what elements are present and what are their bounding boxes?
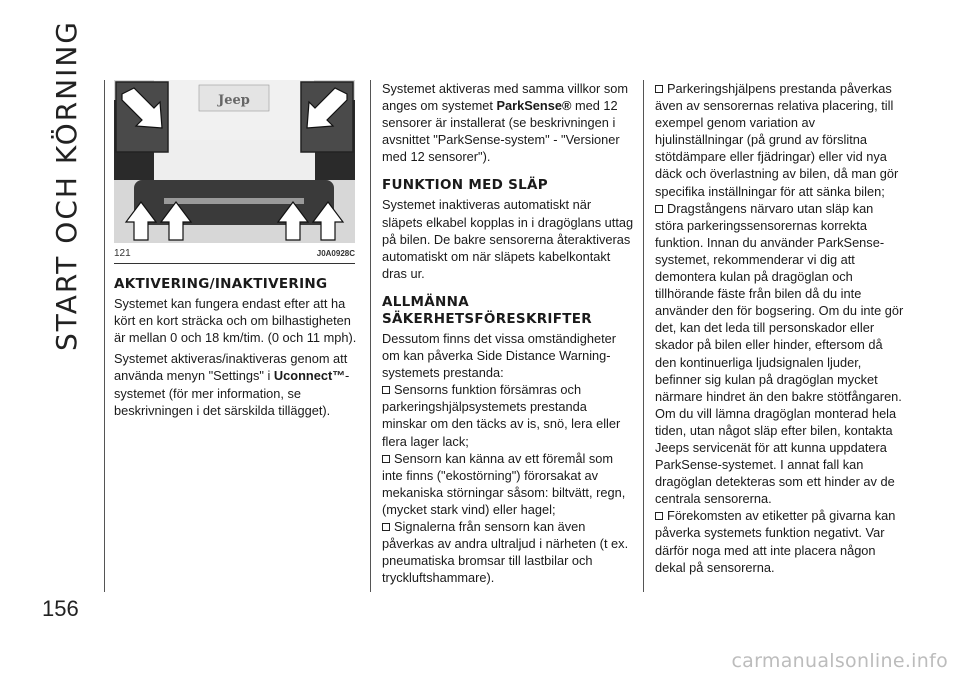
section-title-text: START OCH KÖRNING xyxy=(49,19,83,351)
text-span: -systemet (för mer information, se beskrivningen i det särskilda tillägget). xyxy=(114,368,350,418)
column-2 xyxy=(382,80,634,586)
list-item xyxy=(655,507,905,575)
heading-sakerhetsforeskrifter: ALLMÄNNA SÄKERHETSFÖRESKRIFTER xyxy=(382,293,592,327)
product-name: ParkSense® xyxy=(496,98,572,114)
paragraph xyxy=(382,80,634,165)
rear-bumper-illustration xyxy=(114,80,355,243)
column-divider xyxy=(104,80,105,592)
column-3 xyxy=(655,80,905,576)
text-span: Systemet aktiveras med samma villkor som anges om systemet xyxy=(382,81,629,114)
list-item-text: Sensorn kan känna av ett föremål som inte finns ("ekostörning") förorsakat av mekaniska störningar såsom: biltvätt, regn, (mycket stark vind) eller hagel; xyxy=(382,450,626,517)
watermark: carmanualsonline.info xyxy=(731,650,948,672)
list-item xyxy=(382,518,634,586)
column-divider xyxy=(370,80,371,592)
checkbox-bullet-icon xyxy=(655,512,663,520)
list-item-text: Dragstångens närvaro utan släp kan störa parkeringssensorernas korrekta funktion. Innan du använder ParkSense-systemet, rekommenderar vi dig att demontera kulan på dragöglan och tillhörande fäste från bilen då du inte använder den för bogsering. Om du inte gör det, kan det leda till personskador eller skador på bilen eller hinder, eftersom då den kontinuerliga ljudsignalen ljuder, befinner sig kulan på dragöglan mycket närmare hindret än den bakre stötfångaren. Om du vill lämna dragöglan monterad hela tiden, utan något släp efter bilen, kontakta Jeeps servicenät för att kunna uppdatera ParkSense-systemet. I annat fall kan dragöglan detekteras som ett hinder av de centrala sensorerna. xyxy=(655,200,904,507)
text-span: med 12 sensorer är installerat (se beskrivningen i avsnittet "ParkSense-system" - "Versioner med 12 sensorer"). xyxy=(382,98,620,165)
heading-funktion-med-slap: FUNKTION MED SLÄP xyxy=(382,177,548,194)
figure-code: J0A0928C xyxy=(316,249,355,258)
checkbox-bullet-icon xyxy=(382,386,390,394)
svg-text:Jeep: Jeep xyxy=(218,93,250,108)
list-item-text: Signalerna från sensorn kan även påverkas av andra ultraljud i närheten (t ex. pneumatiska bromsar till lastbilar och tryckluftshammare). xyxy=(382,518,629,586)
list-item-text: Förekomsten av etiketter på givarna kan påverka systemets funktion negativt. Var därför noga med att inte placera någon dekal på sensorerna. xyxy=(655,508,896,575)
checkbox-bullet-icon xyxy=(655,205,663,213)
list-item xyxy=(655,200,905,508)
checkbox-bullet-icon xyxy=(382,455,390,463)
figure-caption xyxy=(114,243,355,264)
list-item-text: Parkeringshjälpens prestanda påverkas även av sensorernas relativa placering, till exempel genom variation av hjulinställningar (på grund av förslitna stötdämpare eller fjädringar) eller vid nya däck och överlastning av bilen, då man gör specifika inställningar för att sänka bilen; xyxy=(655,81,899,199)
paragraph: Dessutom finns det vissa omständigheter om kan påverka Side Distance Warning-systemets prestanda: xyxy=(382,330,617,381)
column-1 xyxy=(114,80,359,423)
paragraph xyxy=(114,350,359,418)
paragraph: Systemet kan fungera endast efter att ha kört en kort sträcka och om bilhastigheten är mellan 0 och 18 km/tim. (0 och 11 mph). xyxy=(114,296,357,346)
product-name: Uconnect™ xyxy=(273,368,346,384)
checkbox-bullet-icon xyxy=(655,85,663,93)
rear-bumper-sensor-figure xyxy=(114,80,355,243)
heading-aktivering: AKTIVERING/INAKTIVERING xyxy=(114,276,328,293)
list-item xyxy=(382,450,634,518)
list-item-text: Sensorns funktion försämras och parkeringshjälpsystemets prestanda minskar om den täcks av is, snö, lera eller flera lager lack; xyxy=(382,382,621,449)
text-span: Systemet aktiveras/inaktiveras genom att använda menyn "Settings" i xyxy=(114,351,348,384)
list-item xyxy=(382,381,634,449)
checkbox-bullet-icon xyxy=(382,523,390,531)
list-item xyxy=(655,80,905,200)
column-divider xyxy=(643,80,644,592)
figure-number: 121 xyxy=(114,248,131,259)
section-title xyxy=(44,19,88,351)
paragraph: Systemet inaktiveras automatiskt när släpets elkabel kopplas in i dragöglans uttag på bilen. De bakre sensorerna återaktiveras automatiskt om när släpets kabelkontakt dras ur. xyxy=(382,197,634,281)
page-number: 156 xyxy=(42,596,79,621)
